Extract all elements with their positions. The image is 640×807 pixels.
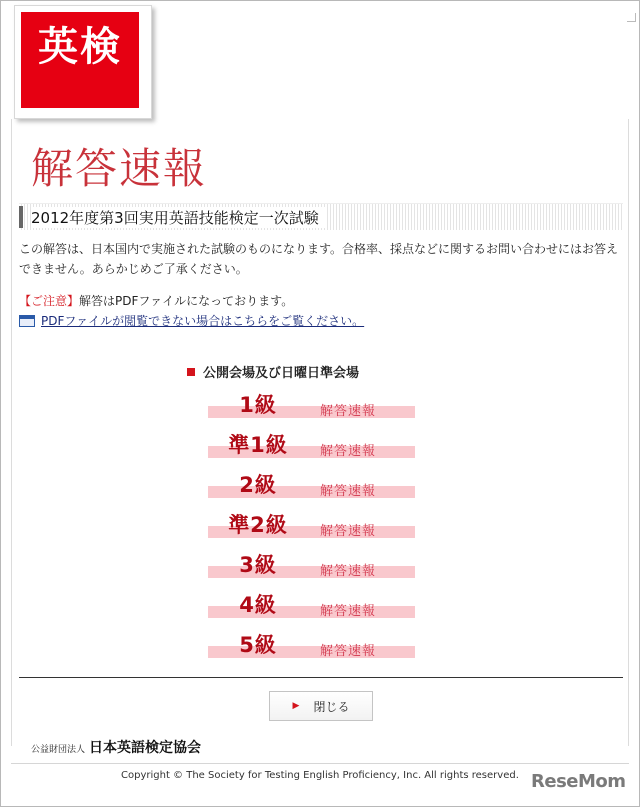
grade-row (208, 632, 418, 672)
grade-row (208, 432, 418, 472)
intro-text: この解答は、日本国内で実施された試験のものになります。合格率、採点などに関するお問い合わせにはお答えできません。あらかじめご了承ください。 (19, 242, 619, 276)
section-heading (187, 362, 359, 381)
window-icon (19, 315, 35, 327)
answer-link[interactable]: 解答速報 (320, 444, 377, 459)
org-name: 日本英語検定協会 (89, 740, 202, 756)
grade-row (208, 392, 418, 432)
resemom-watermark: ReseMom (531, 771, 626, 792)
copyright: Copyright © The Society for Testing English Proficiency, Inc. All rights reserved. (121, 770, 519, 781)
exam-title-bar (19, 203, 623, 230)
close-button[interactable] (269, 691, 373, 721)
grade-row (208, 592, 418, 632)
org-prefix: 公益財団法人 (31, 745, 86, 755)
close-button-label: 閉じる (313, 699, 350, 714)
corner-decoration (627, 13, 636, 22)
logo-text: 英検 (21, 12, 139, 108)
grade-row (208, 512, 418, 552)
title-marker (19, 206, 23, 228)
notice-tag: 【ご注意】 (19, 294, 80, 308)
grade-row (208, 552, 418, 592)
answer-link[interactable]: 解答速報 (320, 524, 377, 539)
grade-label: 1級 (239, 393, 277, 417)
organization (31, 737, 201, 757)
page-title: 解答速報 (31, 144, 208, 193)
grade-label: 準1級 (228, 433, 288, 457)
divider (19, 677, 623, 678)
grade-label: 5級 (239, 633, 277, 657)
notice (19, 292, 293, 310)
answer-link[interactable]: 解答速報 (320, 604, 377, 619)
square-bullet-icon (187, 368, 195, 376)
grade-label: 準2級 (228, 513, 288, 537)
pdf-help-link[interactable] (19, 312, 364, 330)
play-arrow-icon: ▶ (292, 701, 300, 711)
grade-list (208, 392, 418, 672)
section-title: 公開会場及び日曜日準会場 (203, 366, 360, 381)
pdf-help-label[interactable]: PDFファイルが閲覧できない場合はこちらをご覧ください。 (41, 314, 365, 328)
exam-title: 2012年度第3回実用英語技能検定一次試験 (31, 207, 327, 228)
grade-label: 3級 (239, 553, 277, 577)
answer-link[interactable]: 解答速報 (320, 404, 377, 419)
footer-divider (11, 763, 629, 764)
grade-row (208, 472, 418, 512)
eiken-logo (14, 5, 152, 119)
grade-label: 4級 (239, 593, 277, 617)
answer-link[interactable]: 解答速報 (320, 484, 377, 499)
answer-link[interactable]: 解答速報 (320, 644, 377, 659)
notice-text: 解答はPDFファイルになっております。 (79, 294, 294, 308)
answer-link[interactable]: 解答速報 (320, 564, 377, 579)
grade-label: 2級 (239, 473, 277, 497)
